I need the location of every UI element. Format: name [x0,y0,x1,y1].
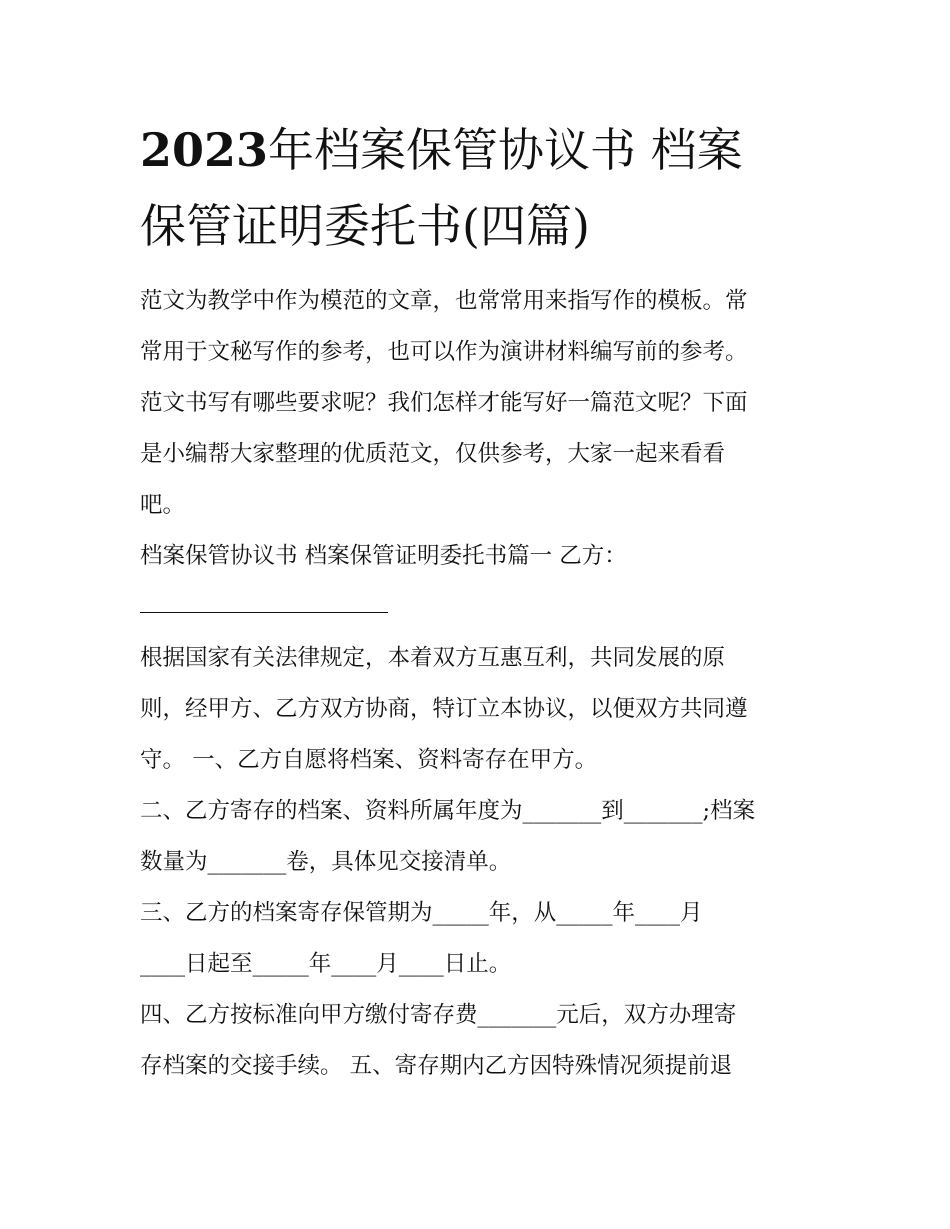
body-line-2: 常用于文秘写作的参考，也可以作为演讲材料编写前的参考。 [140,339,748,365]
body-line-1: 范文为教学中作为模范的文章，也常常用来指写作的模板。常 [140,288,748,314]
title-line1-rest: 年档案保管协议书 档案 [268,123,743,177]
body-line-10: 守。 一、乙方自愿将档案、资料寄存在甲方。 [140,747,598,773]
section-heading-1: 档案保管协议书 档案保管证明委托书篇一 乙方： [140,543,627,569]
title-year: 2023 [140,123,269,177]
body-line-4: 是小编帮大家整理的优质范文，仅供参考，大家一起来看看 [140,441,726,467]
body-line-8: 根据国家有关法律规定，本着双方互惠互利，共同发展的原 [140,645,726,671]
party-b-blank-line [140,582,388,633]
body-line-16: 存档案的交接手续。 五、寄存期内乙方因特殊情况须提前退 [140,1053,733,1079]
body-line-12: 数量为_______卷，具体见交接清单。 [140,849,512,875]
document-title [140,112,820,264]
body-line-13: 三、乙方的档案寄存保管期为_____年，从_____年____月 [140,900,703,926]
body-line-14: ____日起至_____年____月____日止。 [140,951,512,977]
document-body [140,276,820,1092]
body-line-9: 则，经甲方、乙方双方协商，特订立本协议，以便双方共同遵 [140,696,748,722]
body-line-5: 吧。 [140,492,186,518]
body-line-15: 四、乙方按标准向甲方缴付寄存费_______元后，双方办理寄 [140,1002,737,1028]
body-line-11: 二、乙方寄存的档案、资料所属年度为_______到_______;档案 [140,798,756,824]
title-line2: 保管证明委托书(四篇) [140,199,590,253]
body-line-3: 范文书写有哪些要求呢？我们怎样才能写好一篇范文呢？下面 [140,390,748,416]
